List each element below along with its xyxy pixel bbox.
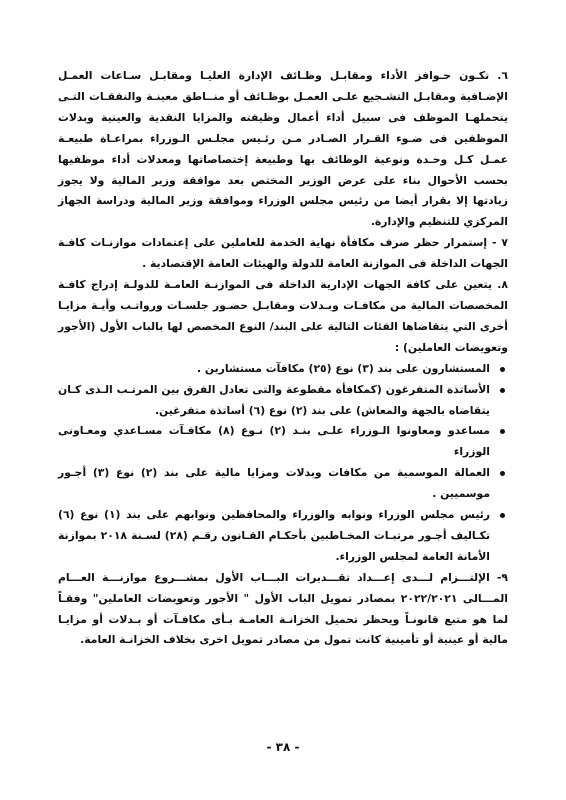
bullet-dot-icon [500,388,505,393]
clause-8 [58,275,508,359]
bullet-dot-icon [500,367,505,372]
clause-number: ٦. [497,69,508,82]
document-body [58,66,508,651]
bullet-text: رئيس مجلس الوزراء ونوابه والوزراء والمحافظين ونوابهم على بند (١) نوع (٦) تكـاليف أجـور مرتبـات المخـاطبين بأحكـام القـانون رقـم (٢٨) لسـنة ٢٠١٨ بموازنة الأمانة العامة لمجلس الوزراء. [58,508,490,563]
bullet-text: مساعدو ومعاونوا الـوزراء علـى بنـد (٢) نـوع (٨) مكافـآت مسـاعدي ومعـاونى الوزراء [58,424,490,459]
bullet-text: المستشارون على بند (٣) نوع (٢٥) مكافآت مستشارين . [197,361,490,375]
page-number: - ٣٨ - [266,740,300,754]
clause-number: ٧ - [491,236,508,250]
bullet-item [58,505,508,568]
bullet-item [58,380,508,422]
bullet-item [58,421,508,463]
clause-6 [58,66,508,233]
clause-text: تكـون حـوافز الأداء ومقابـل وظـائف الإدارة العليـا ومقابـل سـاعات العمـل الإضـافية ومقابـل التشـجيع علـى العمـل بوظـائف أو منــاطق معينـة والنفقـات التـى يتحملهـا الموظف فى سبيل أداء أعمال وظيفته والمزايا النقدية والعينية وبدلات الموظفين فى ضـوء القـرار الصـادر مـن رئـيس مجلـس الـوزراء بمراعـاة طبيعـة عمـل كـل وحـدة ونوعية الوظائف بها وطبيعة إختصاصاتها ومعدلات أداء موظفيها بحسب الأحوال بناء على عرض الوزير المختص بعد موافقة وزير المالية ولا يجوز زيادتها إلا بقرار أيضا من رئيس مجلس الوزراء وموافقة وزير المالية ودراسة الجهاز المركزي للتنظيم والإدارة. [58,69,508,229]
bullet-dot-icon [500,471,505,476]
clause-text: إستمرار حظر صرف مكافأة نهاية الخدمة للعاملين على إعتمادات موازنـات كافـة الجهات الداخلة فى الموازنة العامة للدولة والهيئات العامة الإقتصادية . [58,236,508,271]
clause-text: الإلتـــزام لـــدى إعـــداد تقـــديرات البـــاب الأول بمشـــروع موازنـــة العـــام المـــالى ٢٠٢٢/٢٠٢١ بمصادر تمويل الباب الأول " الأجور وتعويضات العاملين" وفقـاً لما هو متبع قانونـاً ويحظر تحميل الخزانـة العامـة بـأى مكافـآت أو بـدلات أو مزايـا مالية أو عينية أو تأمينية كانت تمول من مصادر تمويل اخرى بخلاف الخزانـة العامة. [58,570,508,647]
bullet-text: العمالة الموسمية من مكافات وبدلات ومزايا مالية على بند (٢) نوع (٣) أجـور موسميين . [58,466,490,501]
clause-9 [58,568,508,652]
bullet-item [58,359,508,380]
bullet-list [58,359,508,568]
clause-number: ٩- [496,570,508,584]
bullet-dot-icon [500,513,505,518]
bullet-text: الأساتذة المتفرغون (كمكافأة مقطوعة والتى تعادل الفرق بين المرتـب الـذى كـان يتقاضاه بالجهة والمعاش) على بند (٢) نوع (٦) أساتذة متفرغين. [58,382,490,417]
clause-text: يتعين على كافة الجهات الإدارية الداخلة فى الموازنـة العامـة للدولـة إدراج كافـة المخصصات المالية من مكافـات وبـدلات ومقابـل حضـور جلسـات ورواتـب وأيـة مزايـا أخرى التي يتقاضاها الفئات التالية على البند/ النوع المخصص لها بالباب الأول (الأجور وتعويضات العاملين) : [58,278,508,354]
bullet-dot-icon [500,429,505,434]
clause-7 [58,233,508,275]
bullet-item [58,463,508,505]
clause-number: ٨. [497,278,508,292]
